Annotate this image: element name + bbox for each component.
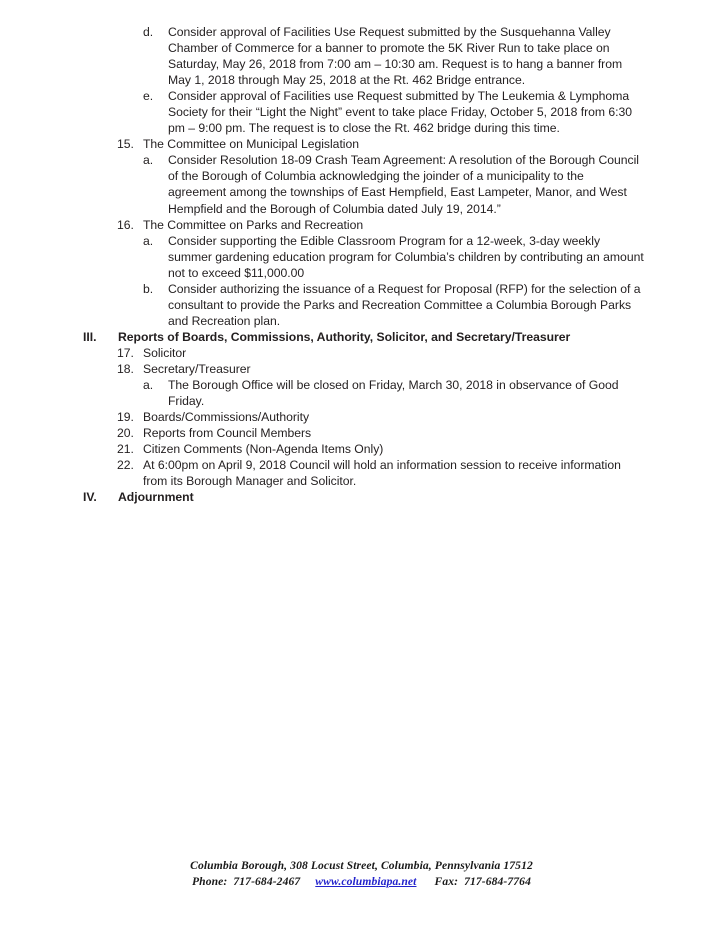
agenda-item-text: Consider approval of Facilities Use Request submitted by the Susquehanna Valley Chamber of Commerce for a banner to promote the 5K River Run to take place on Saturday, May 26, 2018 from 7:00 am – 10:30 am. Request is to hang a banner from May 1, 2018 through May 25, 2018 at the Rt. 462 Bridge entrance. — [168, 25, 623, 88]
footer-website-link[interactable]: www.columbiapa.net — [315, 875, 417, 888]
agenda-item — [0, 361, 723, 377]
agenda-item-text: Reports from Council Members — [143, 426, 312, 441]
agenda-item-text: Consider approval of Facilities use Request submitted by The Leukemia & Lymphoma Society for their “Light the Night” event to take place Friday, October 5, 2018 from 6:30 pm – 9:00 pm. The request is to close the Rt. 462 bridge during this time. — [168, 89, 633, 136]
agenda-item-marker: e. — [143, 89, 154, 104]
agenda-item-marker: IV. — [83, 490, 97, 505]
footer-address: Columbia Borough, 308 Locust Street, Columbia, Pennsylvania 17512 — [190, 859, 533, 872]
page-footer — [0, 858, 723, 890]
agenda-item — [0, 136, 723, 152]
agenda-item-marker: 19. — [117, 410, 134, 425]
agenda-item-text: Boards/Commissions/Authority — [143, 410, 310, 425]
agenda-item — [0, 489, 723, 505]
agenda-item-text: Citizen Comments (Non-Agenda Items Only) — [143, 442, 384, 457]
agenda-item-text: Secretary/Treasurer — [143, 361, 251, 376]
agenda-item-marker: a. — [143, 378, 154, 393]
agenda-item — [0, 377, 723, 409]
agenda-item-text: Solicitor — [143, 345, 187, 360]
agenda-item-text: Adjournment — [118, 490, 194, 505]
agenda-item — [0, 152, 723, 216]
agenda-item-marker: d. — [143, 25, 154, 39]
agenda-item — [0, 233, 723, 281]
agenda-item-text: Consider Resolution 18-09 Crash Team Agreement: A resolution of the Borough Council of the Borough of Columbia acknowledging the joinder of a municipality to the agreement among the townships of East Hempfield, East Lampeter, Manor, and West Hempfield and the Borough of Columbia dated July 19, 2014.” — [168, 153, 639, 216]
agenda-item — [0, 457, 723, 489]
agenda-item-marker: a. — [143, 233, 154, 248]
agenda-item — [0, 409, 723, 425]
agenda-outline — [0, 24, 723, 505]
agenda-item — [0, 217, 723, 233]
agenda-item-text: Consider supporting the Edible Classroom Program for a 12-week, 3-day weekly summer gardening education program for Columbia’s children by contributing an amount not to exceed $11,000.00 — [168, 233, 644, 280]
agenda-item-marker: 15. — [117, 137, 134, 152]
agenda-item-marker: 18. — [117, 361, 134, 376]
footer-phone: Phone: 717-684-2467 — [192, 875, 301, 888]
agenda-item-text: The Committee on Municipal Legislation — [143, 137, 360, 152]
agenda-item-text: Consider authorizing the issuance of a Request for Proposal (RFP) for the selection of a consultant to provide the Parks and Recreation Committee a Columbia Borough Parks and Recreation plan. — [168, 281, 641, 328]
agenda-item — [0, 24, 723, 88]
footer-fax: Fax: 717-684-7764 — [434, 875, 531, 888]
agenda-item-text: The Borough Office will be closed on Friday, March 30, 2018 in observance of Good Friday. — [168, 378, 619, 409]
agenda-item — [0, 88, 723, 136]
agenda-item-marker: 16. — [117, 217, 134, 232]
agenda-item-marker: 22. — [117, 458, 134, 473]
agenda-item-marker: a. — [143, 153, 154, 168]
agenda-item-marker: 21. — [117, 442, 134, 457]
agenda-item-marker: III. — [83, 329, 97, 344]
agenda-item-text: The Committee on Parks and Recreation — [143, 217, 364, 232]
agenda-item — [0, 441, 723, 457]
agenda-item — [0, 329, 723, 345]
agenda-item-text: Reports of Boards, Commissions, Authority, Solicitor, and Secretary/Treasurer — [118, 329, 571, 344]
agenda-item — [0, 345, 723, 361]
agenda-item — [0, 281, 723, 329]
agenda-item-marker: 20. — [117, 426, 134, 441]
agenda-item-text: At 6:00pm on April 9, 2018 Council will hold an information session to receive information from its Borough Manager and Solicitor. — [143, 458, 621, 489]
footer-contact-line — [0, 874, 723, 890]
agenda-item — [0, 425, 723, 441]
agenda-item-marker: 17. — [117, 345, 134, 360]
agenda-item-marker: b. — [143, 281, 154, 296]
